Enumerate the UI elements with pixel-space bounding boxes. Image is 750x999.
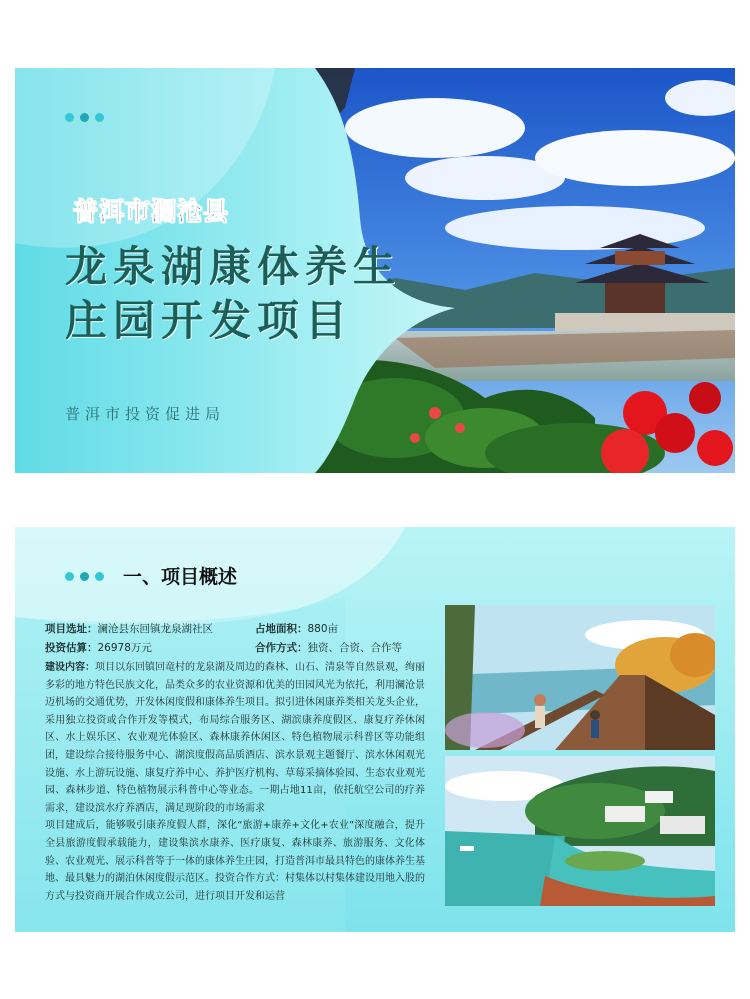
- section-title: 一、项目概述: [123, 566, 238, 588]
- content-label: 建设内容：: [45, 662, 95, 673]
- area-label: 占地面积：: [255, 623, 308, 635]
- site-row: [45, 620, 213, 638]
- coop-row: [255, 639, 402, 657]
- project-title: [65, 240, 425, 348]
- coop-label: 合作方式：: [255, 642, 308, 654]
- project-title-line1: 龙泉湖康体养生: [65, 242, 402, 291]
- invest-label: 投资估算：: [45, 642, 98, 654]
- boardwalk-rendering-image: [445, 605, 715, 750]
- content-text: 项目以东回镇回竜村的龙泉湖及周边的森林、山石、清泉等自然景观，绚丽多彩的地方特色民族文化，品类众多的农业资源和优美的田园风光为依托，利用澜沧景迈机场的交通优势，开发休闲度假和康体养生项目。拟引进休闲康养类相关龙头企业，采用独立投资或合作开发等模式，布局综合服务区、湖滨康养度假区、康复疗养休闲区、水上娱乐区、农业观光体验区、森林康养休闲区、特色植物展示科普区等功能组团，建设综合接待服务中心、湖滨度假高品质酒店、滨水景观主题餐厅、滨水休闲观光设施、水上游玩设施、康复疗养中心、养护医疗机构、草莓采摘体验园、生态农业观光园、森林步道、特色植物展示科普中心等业态。一期占地11亩，依托航空公司的疗养需求，建设滨水疗养酒店，满足现阶段的市场需求: [45, 662, 425, 814]
- decor-dots: [65, 572, 104, 581]
- benefit-text: 项目建成后，能够吸引康养度假人群，深化“旅游+康养+文化+农业”深度融合，提升全县旅游度假承载能力，建设集滨水康养、医疗康复、森林康养、旅游服务、文化体验、农业观光、展示科普等于一体的康体养生庄园，打造普洱市最具特色的康体养生基地、最具魅力的湖泊休闲度假示范区。投资合作方式：村集体以村集体建设用地入股的方式与投资商开展合作成立公司，进行项目开发和运营: [45, 820, 425, 902]
- invest-value: 26978万元: [97, 642, 152, 654]
- project-title-line2: 庄园开发项目: [65, 296, 354, 345]
- location-title: 普洱市澜沧县: [73, 197, 230, 226]
- construction-content: [45, 659, 425, 905]
- coop-value: 独资、合资、合作等: [307, 642, 402, 654]
- site-value: 澜沧县东回镇龙泉湖社区: [97, 623, 213, 635]
- site-label: 项目选址：: [45, 623, 98, 635]
- decor-dots: [65, 113, 104, 122]
- area-row: [255, 620, 338, 638]
- cover-slide: [15, 68, 735, 473]
- overview-slide: [15, 527, 735, 932]
- area-value: 880亩: [307, 623, 339, 635]
- lakeside-resort-rendering-image: [445, 756, 715, 906]
- invest-row: [45, 639, 152, 657]
- bureau-name: 普洱市投资促进局: [65, 405, 226, 423]
